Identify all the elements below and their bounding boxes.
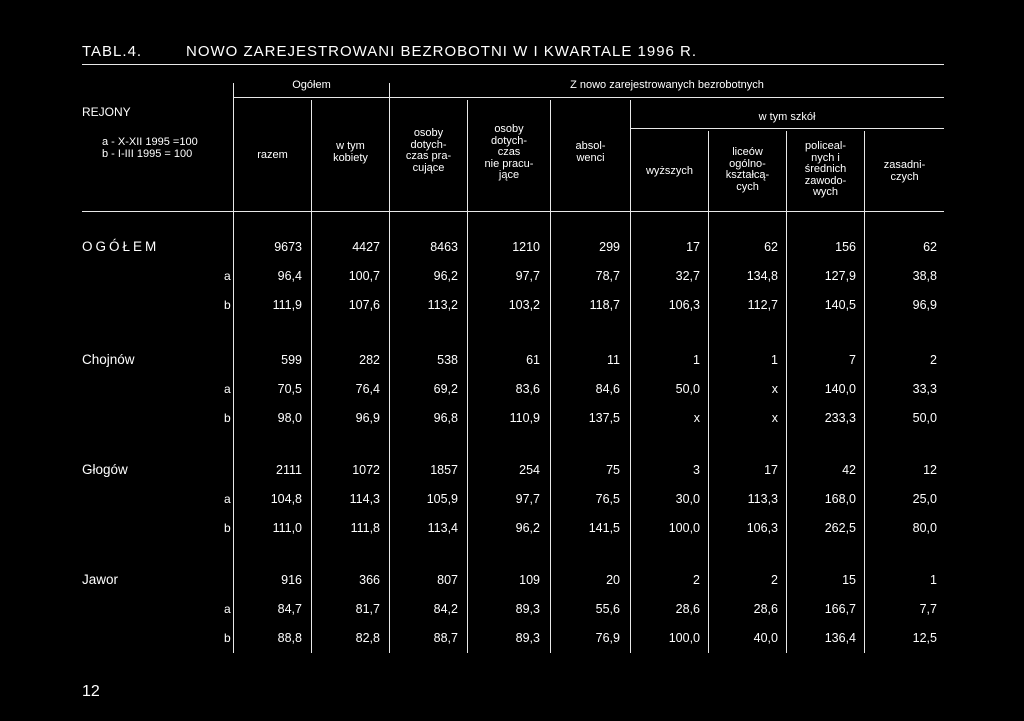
table-cell: 1072: [352, 463, 380, 477]
table-cell: 254: [519, 463, 540, 477]
table-cell: 96,9: [355, 411, 380, 425]
table-cell: 20: [606, 573, 620, 587]
legend-a: a - X-XII 1995 =100: [102, 136, 198, 148]
vsep: [630, 100, 631, 653]
table-cell: 4427: [352, 240, 380, 254]
table-cell: x: [771, 382, 778, 396]
table-cell: 106,3: [746, 521, 778, 535]
column-header: absol- wenci: [575, 140, 606, 164]
w-tym-szkol-header: w tym szkół: [758, 111, 816, 123]
rejony-label: REJONY: [82, 105, 131, 119]
table-cell: 109: [519, 573, 540, 587]
table-cell: 9673: [274, 240, 302, 254]
table-cell: 84,7: [277, 602, 302, 616]
table-cell: 17: [764, 463, 778, 477]
table-cell: 15: [842, 573, 856, 587]
table-cell: 96,2: [515, 521, 540, 535]
table-cell: 168,0: [824, 492, 856, 506]
table-cell: 282: [359, 353, 380, 367]
table-cell: 81,7: [355, 602, 380, 616]
table-cell: 88,8: [277, 631, 302, 645]
table-cell: 599: [281, 353, 302, 367]
column-header: razem: [257, 149, 288, 161]
vsep: [550, 100, 551, 653]
ogolem-header: Ogółem: [292, 79, 331, 91]
column-header: osoby dotych- czas nie pracu- jące: [484, 123, 534, 181]
table-cell: 7: [849, 353, 856, 367]
table-cell: 11: [607, 353, 620, 367]
table-cell: 28,6: [675, 602, 700, 616]
table-cell: 30,0: [675, 492, 700, 506]
column-header: wyższych: [645, 165, 694, 177]
table-cell: 96,2: [433, 269, 458, 283]
table-cell: 916: [281, 573, 302, 587]
table-cell: 166,7: [824, 602, 856, 616]
header-rule-2: [630, 128, 944, 129]
column-header: zasadni- czych: [883, 159, 926, 183]
table-cell: 96,4: [277, 269, 302, 283]
table-cell: 538: [437, 353, 458, 367]
table-cell: 2: [771, 573, 778, 587]
table-cell: 366: [359, 573, 380, 587]
table-cell: 50,0: [912, 411, 937, 425]
row-label-b: b: [224, 298, 231, 312]
table-cell: 141,5: [588, 521, 620, 535]
table-cell: 2111: [276, 463, 302, 477]
column-header: liceów ogólno- kształcą- cych: [725, 146, 770, 193]
table-cell: 7,7: [919, 602, 937, 616]
table-cell: 89,3: [515, 631, 540, 645]
table-cell: 1: [771, 353, 778, 367]
table-cell: 104,8: [270, 492, 302, 506]
column-header: osoby dotych- czas pra- cujące: [405, 127, 452, 174]
table-cell: 113,2: [427, 298, 458, 312]
table-cell: 107,6: [348, 298, 380, 312]
table-cell: 61: [526, 353, 540, 367]
table-cell: 1857: [430, 463, 458, 477]
table-cell: 118,7: [589, 298, 620, 312]
table-cell: 88,7: [433, 631, 458, 645]
table-cell: 111,9: [272, 298, 302, 312]
table-cell: 83,6: [515, 382, 540, 396]
row-label-b: b: [224, 411, 231, 425]
table-cell: 113,4: [427, 521, 458, 535]
table-cell: 140,0: [824, 382, 856, 396]
vsep: [467, 100, 468, 653]
page-number: 12: [82, 683, 100, 700]
region-name: Chojnów: [82, 352, 135, 367]
table-cell: 76,5: [595, 492, 620, 506]
table-cell: 38,8: [912, 269, 937, 283]
table-cell: 97,7: [515, 492, 540, 506]
table-cell: 17: [686, 240, 700, 254]
row-label-a: a: [224, 492, 231, 506]
row-label-a: a: [224, 269, 231, 283]
table-cell: 62: [764, 240, 778, 254]
z-nowo-header: Z nowo zarejestrowanych bezrobotnych: [570, 79, 764, 91]
vsep: [864, 131, 865, 653]
vsep: [233, 83, 234, 653]
table-cell: x: [693, 411, 700, 425]
header-rule-1: [234, 97, 944, 98]
table-cell: 89,3: [515, 602, 540, 616]
table-cell: 1: [693, 353, 700, 367]
table-cell: 97,7: [515, 269, 540, 283]
table-cell: 233,3: [824, 411, 856, 425]
table-cell: 80,0: [912, 521, 937, 535]
table-cell: 32,7: [675, 269, 700, 283]
table-cell: 134,8: [746, 269, 778, 283]
table-cell: 262,5: [824, 521, 856, 535]
table-cell: 96,9: [912, 298, 937, 312]
table-cell: 62: [923, 240, 937, 254]
column-header: w tym kobiety: [333, 140, 368, 164]
table-cell: 84,6: [595, 382, 620, 396]
title-rule: [82, 64, 944, 65]
table-cell: 70,5: [277, 382, 302, 396]
table-cell: 112,7: [747, 298, 778, 312]
table-cell: 106,3: [668, 298, 700, 312]
table-cell: 8463: [430, 240, 458, 254]
region-name: Głogów: [82, 462, 128, 477]
table-cell: 113,3: [747, 492, 778, 506]
region-name: OGÓŁEM: [82, 239, 160, 254]
table-cell: 55,6: [595, 602, 620, 616]
table-cell: 50,0: [675, 382, 700, 396]
table-cell: 76,4: [355, 382, 380, 396]
table-cell: 137,5: [588, 411, 620, 425]
table-title: NOWO ZAREJESTROWANI BEZROBOTNI W I KWARTALE 1996 R.: [186, 43, 698, 60]
table-cell: 76,9: [595, 631, 620, 645]
header-bottom-rule: [82, 211, 944, 212]
table-cell: 100,0: [668, 631, 700, 645]
table-cell: 1: [930, 573, 937, 587]
table-cell: 42: [842, 463, 856, 477]
legend-b: b - I-III 1995 = 100: [102, 148, 193, 160]
table-cell: 103,2: [508, 298, 540, 312]
table-cell: 110,9: [509, 411, 540, 425]
table-cell: 2: [930, 353, 937, 367]
region-name: Jawor: [82, 572, 119, 587]
table-cell: 100,7: [348, 269, 380, 283]
table-cell: 105,9: [426, 492, 458, 506]
row-label-a: a: [224, 382, 231, 396]
table-cell: 114,3: [349, 492, 380, 506]
table-cell: 1210: [512, 240, 540, 254]
table-cell: 12: [923, 463, 937, 477]
table-cell: 100,0: [668, 521, 700, 535]
table-cell: 25,0: [912, 492, 937, 506]
table-cell: 2: [693, 573, 700, 587]
table-cell: 136,4: [824, 631, 856, 645]
vsep: [311, 100, 312, 653]
table-cell: 111,0: [272, 521, 302, 535]
column-header: policeal- nych i średnich zawodo- wych: [804, 140, 847, 198]
table-number: TABL.4.: [82, 43, 143, 60]
table-cell: 807: [437, 573, 458, 587]
table-cell: 12,5: [912, 631, 937, 645]
table-cell: 98,0: [277, 411, 302, 425]
table-cell: 127,9: [824, 269, 856, 283]
table-cell: 69,2: [433, 382, 458, 396]
table-cell: 82,8: [355, 631, 380, 645]
row-label-b: b: [224, 631, 231, 645]
table-cell: 299: [599, 240, 620, 254]
table-cell: 140,5: [824, 298, 856, 312]
row-label-b: b: [224, 521, 231, 535]
row-label-a: a: [224, 602, 231, 616]
table-cell: x: [771, 411, 778, 425]
table-cell: 96,8: [433, 411, 458, 425]
table-cell: 75: [606, 463, 620, 477]
table-cell: 28,6: [753, 602, 778, 616]
table-cell: 3: [693, 463, 700, 477]
table-cell: 111,8: [350, 521, 380, 535]
table-cell: 78,7: [595, 269, 620, 283]
table-cell: 33,3: [912, 382, 937, 396]
table-cell: 156: [835, 240, 856, 254]
table-cell: 84,2: [433, 602, 458, 616]
table-cell: 40,0: [753, 631, 778, 645]
